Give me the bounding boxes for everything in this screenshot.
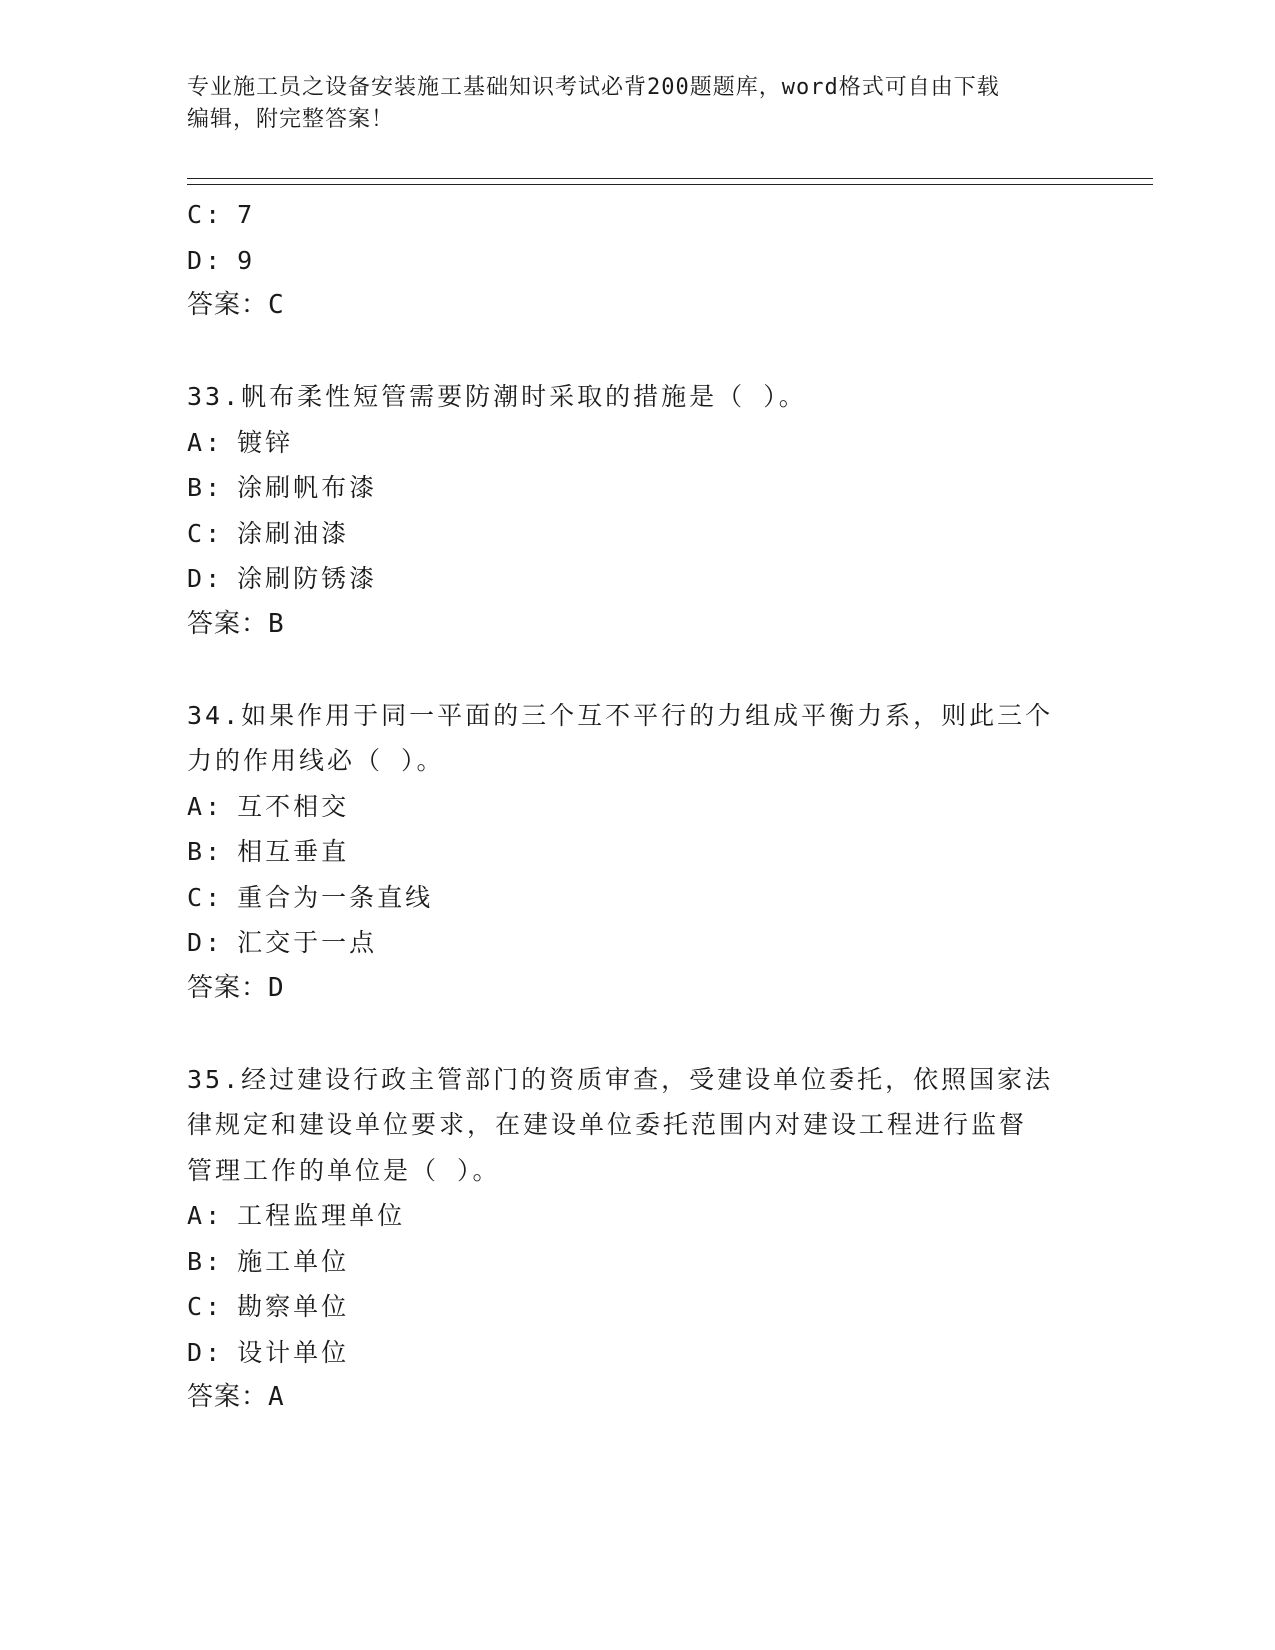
option-key: A: [187, 1201, 206, 1230]
option-colon: :: [205, 564, 224, 593]
option-key: D: [187, 928, 206, 957]
option-key: C: [187, 518, 206, 548]
question-stem: 力的作用线必（ ）。: [187, 746, 445, 775]
option-colon: :: [205, 837, 224, 866]
question-block-35: [187, 1057, 1067, 1421]
answer-label: 答案：: [187, 1382, 269, 1412]
option-text: 设计单位: [237, 1337, 350, 1367]
option-text: 涂刷油漆: [237, 518, 350, 548]
header-divider-bottom: [187, 184, 1153, 185]
answer-label: 答案：: [187, 972, 269, 1003]
question-stem: 管理工作的单位是（ ）。: [187, 1155, 501, 1185]
option-row: [187, 1330, 1067, 1376]
option-row: [187, 420, 1067, 466]
header-line-2: 编辑，附完整答案！: [187, 107, 395, 132]
option-colon: :: [205, 1246, 224, 1276]
option-colon: :: [205, 518, 224, 548]
option-colon: :: [205, 200, 224, 229]
option-row: [187, 920, 1067, 966]
option-colon: :: [205, 427, 224, 457]
option-row: [187, 556, 1067, 602]
option-key: D: [187, 245, 206, 275]
prev-question-block: [187, 192, 1067, 329]
spacer: [187, 329, 1067, 375]
option-key: D: [187, 1337, 206, 1367]
option-key: D: [187, 564, 206, 593]
question-block-33: [187, 374, 1067, 647]
answer-label: 答案：: [187, 290, 269, 320]
option-key: A: [187, 427, 206, 457]
answer-value: C: [268, 290, 285, 320]
question-stem: 律规定和建设单位要求，在建设单位委托范围内对建设工程进行监督: [187, 1110, 1028, 1139]
option-key: B: [187, 473, 206, 502]
option-key: C: [187, 1292, 206, 1321]
option-key: B: [187, 1246, 206, 1276]
option-text: 9: [237, 245, 256, 275]
option-text: 互不相交: [237, 791, 350, 821]
option-row: [187, 511, 1067, 557]
option-key: B: [187, 837, 206, 866]
option-text: 施工单位: [237, 1246, 350, 1276]
spacer: [187, 647, 1067, 693]
option-row: [187, 1239, 1067, 1285]
option-text: 重合为一条直线: [237, 882, 434, 912]
option-text: 7: [237, 200, 256, 229]
option-colon: :: [205, 1201, 224, 1230]
option-key: C: [187, 200, 206, 229]
option-row: [187, 829, 1067, 875]
answer-label: 答案：: [187, 608, 269, 639]
answer-row: [187, 1375, 1067, 1421]
header-divider-top: [187, 178, 1153, 179]
option-key: C: [187, 882, 206, 912]
option-colon: :: [205, 928, 224, 957]
option-row: [187, 1284, 1067, 1330]
answer-row: [187, 283, 1067, 329]
option-text: 涂刷帆布漆: [237, 473, 378, 502]
answer-value: A: [268, 1382, 285, 1412]
question-stem: 33.帆布柔性短管需要防潮时采取的措施是（ ）。: [187, 382, 807, 411]
option-colon: :: [205, 473, 224, 502]
question-stem: 34.如果作用于同一平面的三个互不平行的力组成平衡力系，则此三个: [187, 700, 1054, 730]
option-row: [187, 192, 1067, 238]
answer-row: [187, 966, 1067, 1012]
option-row: [187, 784, 1067, 830]
option-text: 涂刷防锈漆: [237, 564, 378, 593]
option-text: 镀锌: [237, 427, 294, 457]
answer-value: B: [268, 608, 285, 639]
option-colon: :: [205, 245, 224, 275]
option-row: [187, 1193, 1067, 1239]
option-row: [187, 875, 1067, 921]
question-stem: 35.经过建设行政主管部门的资质审查，受建设单位委托，依照国家法: [187, 1064, 1054, 1094]
option-colon: :: [205, 1337, 224, 1367]
answer-value: D: [268, 972, 285, 1003]
option-row: [187, 465, 1067, 511]
option-text: 汇交于一点: [237, 928, 378, 957]
option-colon: :: [205, 1292, 224, 1321]
option-text: 勘察单位: [237, 1292, 350, 1321]
answer-row: [187, 602, 1067, 648]
option-row: [187, 238, 1067, 284]
option-key: A: [187, 791, 206, 821]
option-colon: :: [205, 882, 224, 912]
option-colon: :: [205, 791, 224, 821]
option-text: 相互垂直: [237, 837, 350, 866]
question-block-34: [187, 693, 1067, 1012]
header-line-1: 专业施工员之设备安装施工基础知识考试必背200题题库，word格式可自由下载: [187, 75, 1000, 100]
spacer: [187, 1011, 1067, 1057]
question-list: [187, 192, 1067, 1421]
document-header: [187, 72, 1087, 136]
option-text: 工程监理单位: [237, 1201, 406, 1230]
